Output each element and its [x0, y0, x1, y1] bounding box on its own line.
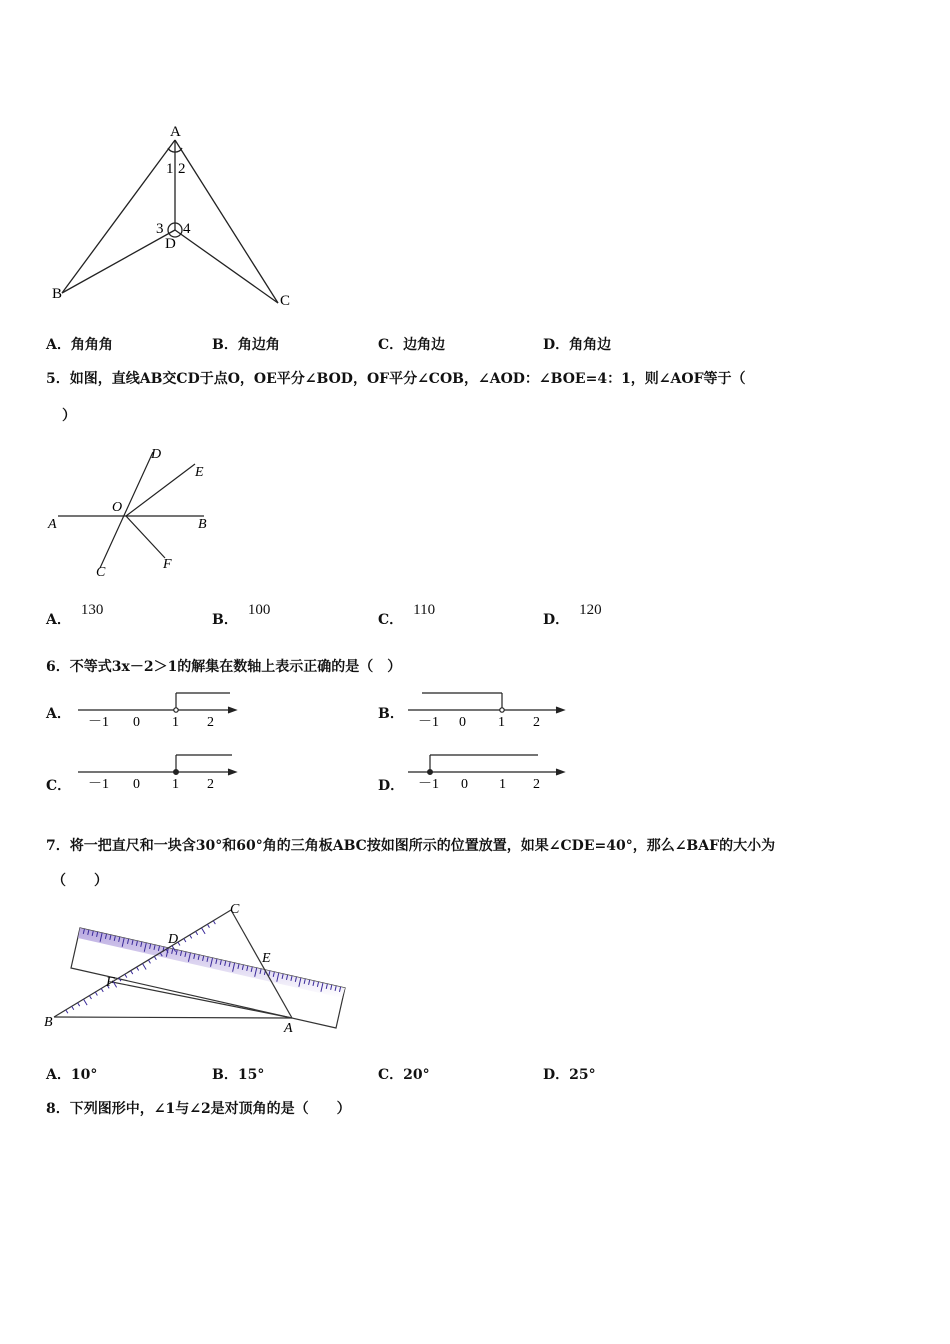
option-value: 120 — [579, 602, 602, 618]
q4-option-c — [378, 335, 445, 355]
q5-option-c — [378, 602, 436, 630]
q6-option-a-letter: A． — [46, 706, 71, 722]
option-letter: C． — [378, 337, 404, 353]
tick-label: 2 — [533, 715, 540, 730]
triangle-tick — [84, 999, 88, 1005]
triangle-tick — [202, 928, 206, 934]
option-text: 10° — [70, 1067, 98, 1083]
tick-label: 2 — [207, 715, 214, 730]
option-letter: D． — [543, 337, 570, 353]
triangle-tick — [72, 1006, 74, 1009]
q7-label-C: C — [230, 902, 240, 917]
q5-label-E: E — [195, 465, 204, 480]
tick-label: 0 — [459, 715, 466, 730]
q6-option-b-letter: B． — [378, 706, 404, 722]
option-text: 边角边 — [403, 337, 446, 353]
q7-label-E: E — [262, 951, 271, 966]
q6-option-c-numberline — [70, 750, 250, 795]
option-text: 角角角 — [70, 337, 113, 353]
q5-label-A: A — [48, 517, 57, 532]
triangle-tick — [78, 1003, 80, 1006]
tick-label: －1 — [418, 715, 439, 730]
option-letter: A． — [46, 612, 71, 628]
triangle-tick — [213, 921, 215, 924]
tick-label: －1 — [88, 715, 109, 730]
tick-label: 2 — [533, 777, 540, 792]
q4-figure — [40, 118, 310, 318]
q7-option-a — [46, 1065, 97, 1085]
tick-label: 1 — [498, 715, 505, 730]
q4-option-a — [46, 335, 113, 355]
option-text: 25° — [569, 1067, 596, 1083]
triangle-tick — [95, 992, 97, 995]
q5-stem-close: ） — [62, 408, 76, 424]
q5-label-O: O — [112, 500, 123, 515]
option-text: 15° — [237, 1067, 265, 1083]
q7-label-D: D — [168, 932, 179, 947]
q4-label-2: 2 — [178, 161, 186, 177]
q4-label-1: 1 — [166, 161, 174, 177]
q4-label-B: B — [52, 286, 63, 302]
triangle-tick — [89, 996, 91, 999]
q4-option-d — [543, 335, 611, 355]
q4-label-C: C — [280, 293, 291, 309]
q8-stem: 8．下列图形中，∠1与∠2是对顶角的是（ ） — [46, 1101, 351, 1117]
option-letter: A． — [46, 1067, 71, 1083]
q4-option-b — [212, 335, 280, 355]
tick-label: －1 — [418, 777, 439, 792]
q6-option-c-letter: C． — [46, 778, 72, 794]
option-letter: B． — [212, 1067, 238, 1083]
option-letter: C． — [378, 612, 404, 628]
option-value: 130 — [80, 602, 104, 618]
q5-stem: 5．如图，直线AB交CD于点O，OE平分∠BOD，OF平分∠COB，∠AOD：∠BOE=4：1，则∠AOF等于（ — [46, 371, 746, 387]
q7-figure — [40, 898, 360, 1038]
option-letter: A． — [46, 337, 71, 353]
triangle-tick — [190, 935, 192, 938]
q4-label-A: A — [170, 124, 181, 140]
q5-option-a — [46, 602, 104, 630]
option-text: 角角边 — [569, 337, 612, 353]
q6-option-a-numberline — [70, 688, 250, 733]
triangle-tick — [184, 939, 186, 942]
tick-label: －1 — [88, 777, 109, 792]
q7-stem: 7．将一把直尺和一块含30°和60°角的三角板ABC按如图所示的位置放置，如果∠CDE=40°，那么∠BAF的大小为 — [46, 838, 776, 854]
q7-label-F: F — [106, 975, 115, 990]
option-text: 角边角 — [237, 337, 280, 353]
q5-label-D: D — [151, 447, 162, 462]
q4-label-3: 3 — [156, 221, 164, 237]
tick-label: 0 — [461, 777, 468, 792]
q7-option-b — [212, 1065, 264, 1085]
q5-label-F: F — [163, 557, 172, 572]
triangle-tick — [178, 942, 180, 945]
q7-label-B: B — [44, 1015, 53, 1030]
triangle-tick — [207, 924, 209, 927]
q5-label-C: C — [96, 565, 106, 580]
q5-label-B: B — [198, 517, 207, 532]
tick-label: 0 — [133, 777, 140, 792]
q6-option-d-numberline — [400, 750, 575, 795]
option-text: 20° — [403, 1067, 430, 1083]
tick-label: 1 — [499, 777, 506, 792]
q6-option-b-numberline — [400, 688, 575, 733]
q7-label-A: A — [284, 1021, 293, 1036]
q7-option-c — [378, 1065, 430, 1085]
option-letter: B． — [212, 337, 238, 353]
option-letter: B． — [212, 612, 238, 628]
q6-option-d-letter: D． — [378, 778, 405, 794]
q4-label-4: 4 — [183, 221, 191, 237]
q6-stem: 6．不等式3x－2＞1的解集在数轴上表示正确的是（ ） — [46, 659, 402, 675]
triangle-tick — [66, 1010, 68, 1013]
tick-label: 1 — [172, 715, 179, 730]
q5-figure — [40, 440, 230, 585]
triangle-tick — [101, 988, 103, 991]
q5-option-d — [543, 602, 602, 630]
tick-label: 1 — [172, 777, 179, 792]
q4-label-D: D — [165, 236, 176, 252]
option-value: 110 — [413, 602, 436, 618]
option-value: 100 — [247, 602, 271, 618]
tick-label: 0 — [133, 715, 140, 730]
option-letter: C． — [378, 1067, 404, 1083]
triangle-tick — [196, 931, 198, 934]
q7-stem-close: （ ） — [52, 873, 108, 889]
option-letter: D． — [543, 612, 570, 628]
tick-label: 2 — [207, 777, 214, 792]
q7-option-d — [543, 1065, 596, 1085]
option-letter: D． — [543, 1067, 570, 1083]
q5-option-b — [212, 602, 271, 630]
